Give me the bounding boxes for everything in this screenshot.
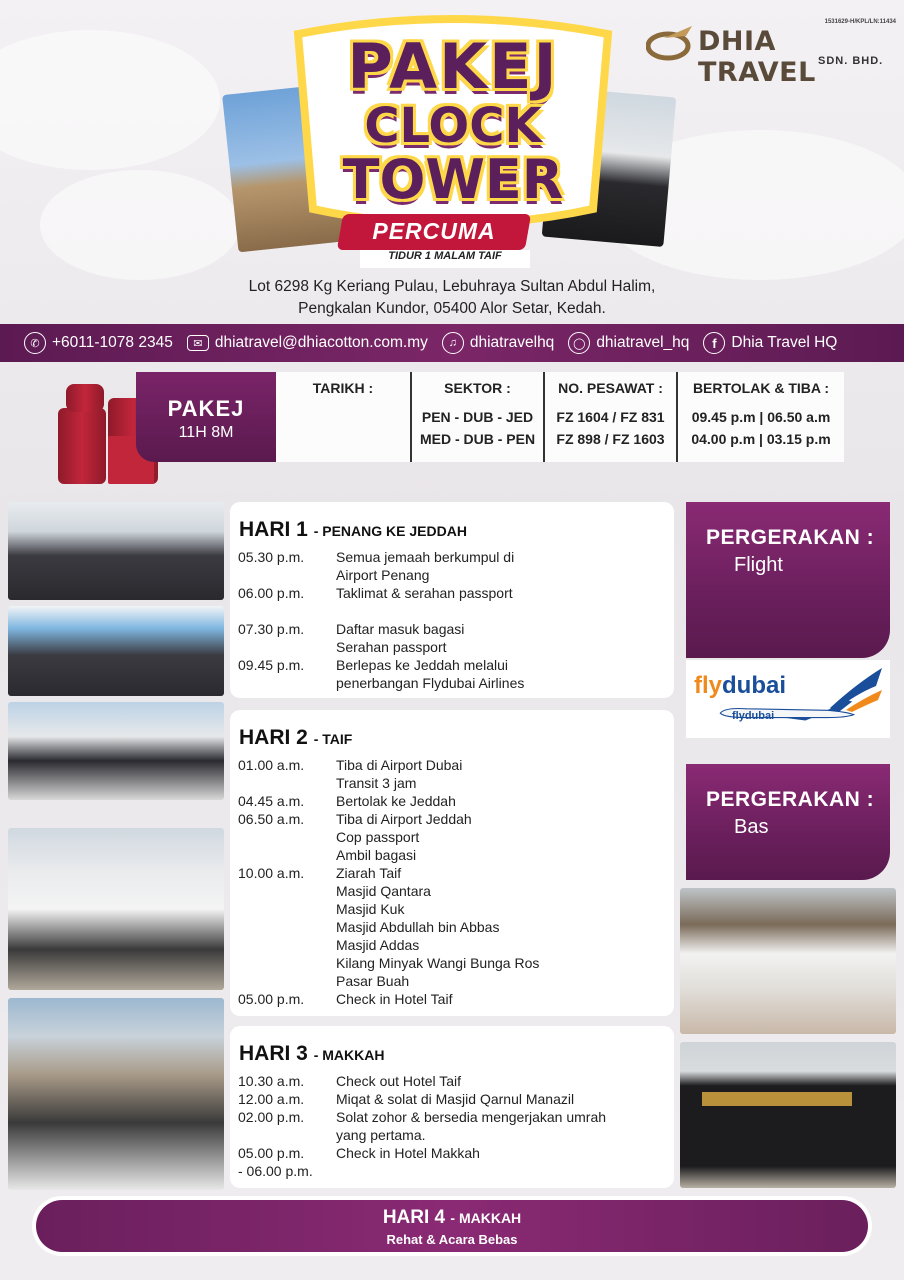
package-info-table <box>276 372 844 462</box>
day-title <box>239 518 674 542</box>
contact-bar <box>0 324 904 362</box>
info-value: PEN - DUB - JED <box>421 409 534 425</box>
instagram-text: dhiatravel_hq <box>596 334 690 351</box>
day-1-card <box>230 502 674 698</box>
address-line-2: Pengkalan Kundor, 05400 Alor Setar, Kedah. <box>298 300 606 317</box>
schedule-time: 05.00 p.m. <box>238 991 305 1007</box>
schedule-text: Pasar Buah <box>336 973 410 989</box>
contact-tiktok[interactable] <box>442 332 554 354</box>
schedule-time: 10.00 a.m. <box>238 865 305 881</box>
day-4-banner <box>32 1196 872 1256</box>
brand-subtitle: SDN. BHD. <box>818 55 884 67</box>
email-text: dhiatravel@dhiacotton.com.my <box>214 334 428 351</box>
schedule-time <box>238 566 336 584</box>
suitcase-icon <box>66 384 104 412</box>
schedule-row <box>238 972 674 990</box>
info-head: SEKTOR : <box>444 380 511 396</box>
day-subtitle: - TAIF <box>313 731 353 747</box>
schedule-row <box>238 1108 674 1126</box>
schedule-text: Taklimat & serahan passport <box>336 585 513 601</box>
info-head: TARIKH : <box>312 380 374 396</box>
contact-email[interactable] <box>187 334 428 352</box>
day-number: HARI 1 <box>239 518 308 541</box>
info-col-pesawat <box>543 372 676 462</box>
schedule-row <box>238 566 674 584</box>
schedule-list <box>238 756 674 1008</box>
info-col-sektor <box>410 372 543 462</box>
schedule-time <box>238 828 336 846</box>
schedule-row <box>238 602 674 620</box>
schedule-time: 05.00 p.m. <box>238 1145 305 1161</box>
address-line-1: Lot 6298 Kg Keriang Pulau, Lebuhraya Sultan Abdul Halim, <box>248 278 656 295</box>
schedule-text: Solat zohor & bersedia mengerjakan umrah <box>336 1109 607 1125</box>
schedule-row <box>238 846 674 864</box>
mail-icon: ✉ <box>187 335 209 351</box>
schedule-text: Check in Hotel Taif <box>336 991 453 1007</box>
instagram-icon: ◯ <box>568 332 590 354</box>
schedule-time <box>238 936 336 954</box>
package-duration: 11H 8M <box>178 424 234 441</box>
schedule-text: Airport Penang <box>336 567 430 583</box>
brand-logo <box>646 20 896 88</box>
schedule-text: Tiba di Airport Dubai <box>336 757 463 773</box>
photo-group-5 <box>8 998 224 1190</box>
schedule-time: 01.00 a.m. <box>238 757 305 773</box>
schedule-text: yang pertama. <box>336 1127 426 1143</box>
schedule-time <box>238 674 336 692</box>
schedule-text: Masjid Addas <box>336 937 420 953</box>
schedule-text: Check out Hotel Taif <box>336 1073 462 1089</box>
schedule-time <box>238 900 336 918</box>
day-number: HARI 4 <box>382 1207 446 1228</box>
schedule-row <box>238 864 674 882</box>
background-shape <box>40 170 240 280</box>
schedule-time <box>238 918 336 936</box>
contact-instagram[interactable] <box>568 332 689 354</box>
schedule-time: 09.45 p.m. <box>238 657 305 673</box>
info-value: 04.00 p.m | 03.15 p.m <box>691 431 831 447</box>
info-head: NO. PESAWAT : <box>558 380 663 396</box>
address <box>160 276 744 320</box>
photo-group-4 <box>8 828 224 990</box>
schedule-row <box>238 1126 674 1144</box>
schedule-time <box>238 954 336 972</box>
info-value: FZ 898 / FZ 1603 <box>556 431 665 447</box>
movement-value: Bas <box>734 816 769 838</box>
facebook-icon: f <box>703 332 725 354</box>
brand-name: DHIA TRAVEL <box>698 26 816 88</box>
schedule-text: Masjid Qantara <box>336 883 431 899</box>
flydubai-logo-dubai: dubai <box>722 672 787 699</box>
schedule-text: Ambil bagasi <box>336 847 417 863</box>
info-col-tarikh <box>276 372 410 462</box>
schedule-text: Check in Hotel Makkah <box>336 1145 480 1161</box>
flydubai-plane-text: flydubai <box>732 710 775 722</box>
schedule-row <box>238 1072 674 1090</box>
schedule-row <box>238 1162 674 1180</box>
kaaba-band <box>702 1092 852 1106</box>
movement-card-flight <box>686 502 890 658</box>
photo-pilgrims-haram <box>680 888 896 1034</box>
day-4-description: Rehat & Acara Bebas <box>386 1232 518 1247</box>
schedule-time: 05.30 p.m. <box>238 549 305 565</box>
schedule-row <box>238 620 674 638</box>
background-shape <box>0 30 220 170</box>
swoosh-icon <box>826 664 886 714</box>
package-tab <box>136 372 276 462</box>
schedule-text: Kilang Minyak Wangi Bunga Ros <box>336 955 540 971</box>
schedule-time: 06.00 p.m. <box>238 585 305 601</box>
flydubai-banner <box>686 660 890 738</box>
movement-title: PERGERAKAN : <box>706 526 875 549</box>
schedule-time: 10.30 a.m. <box>238 1073 305 1089</box>
schedule-row <box>238 638 674 656</box>
promo-text: PERCUMA <box>372 218 496 244</box>
flydubai-logo <box>694 672 786 700</box>
schedule-row <box>238 584 674 602</box>
photo-kaaba <box>680 1042 896 1188</box>
schedule-time: 02.00 p.m. <box>238 1109 305 1125</box>
photo-group-2 <box>8 606 224 696</box>
package-label: PAKEJ <box>167 396 245 421</box>
schedule-text: Cop passport <box>336 829 420 845</box>
day-2-card <box>230 710 674 1016</box>
title-line-pakej: PAKEJ <box>347 30 559 103</box>
schedule-row <box>238 774 674 792</box>
schedule-row <box>238 882 674 900</box>
schedule-text: Miqat & solat di Masjid Qarnul Manazil <box>336 1091 575 1107</box>
day-3-card <box>230 1026 674 1188</box>
schedule-list <box>238 548 674 692</box>
day-4-title <box>36 1207 868 1229</box>
schedule-text: Transit 3 jam <box>336 775 417 791</box>
info-value: FZ 1604 / FZ 831 <box>556 409 665 425</box>
schedule-row <box>238 936 674 954</box>
schedule-text: Ziarah Taif <box>336 865 402 881</box>
schedule-row <box>238 828 674 846</box>
day-number: HARI 3 <box>239 1042 308 1065</box>
schedule-time <box>238 972 336 990</box>
schedule-row <box>238 810 674 828</box>
schedule-text: Masjid Abdullah bin Abbas <box>336 919 500 935</box>
schedule-time <box>238 638 336 656</box>
schedule-time: 06.50 a.m. <box>238 811 305 827</box>
schedule-row <box>238 918 674 936</box>
schedule-row <box>238 656 674 674</box>
schedule-text: Tiba di Airport Jeddah <box>336 811 472 827</box>
info-head: BERTOLAK & TIBA : <box>692 380 830 396</box>
dhia-travel-logo-icon <box>646 24 696 64</box>
schedule-time <box>238 846 336 864</box>
tiktok-icon: ♫ <box>442 332 464 354</box>
flydubai-logo-fly: fly <box>694 672 723 699</box>
schedule-row <box>238 954 674 972</box>
schedule-row <box>238 756 674 774</box>
schedule-text: Daftar masuk bagasi <box>336 621 465 637</box>
schedule-row <box>238 990 674 1008</box>
schedule-row <box>238 674 674 692</box>
schedule-time <box>238 1126 336 1144</box>
promo-subtitle: TIDUR 1 MALAM TAIF <box>360 250 530 268</box>
day-4-inner <box>36 1200 868 1252</box>
schedule-time <box>238 774 336 792</box>
movement-card-bus <box>686 764 890 880</box>
schedule-time: 12.00 a.m. <box>238 1091 305 1107</box>
schedule-time <box>238 602 336 620</box>
schedule-row <box>238 1090 674 1108</box>
day-number: HARI 2 <box>239 726 308 749</box>
contact-facebook[interactable] <box>703 332 837 354</box>
phone-text: +6011-1078 2345 <box>52 334 173 351</box>
day-subtitle: - PENANG KE JEDDAH <box>313 523 467 539</box>
phone-icon: ✆ <box>24 332 46 354</box>
schedule-row <box>238 900 674 918</box>
schedule-time <box>238 882 336 900</box>
schedule-text: Berlepas ke Jeddah melalui <box>336 657 508 673</box>
schedule-row <box>238 792 674 810</box>
tiktok-text: dhiatravelhq <box>469 334 555 351</box>
license-number: 1531629-H/KPL/LN:11434 <box>824 19 896 25</box>
schedule-text: penerbangan Flydubai Airlines <box>336 675 525 691</box>
info-col-bertolak <box>676 372 844 462</box>
day-title <box>239 1042 674 1066</box>
schedule-text: Bertolak ke Jeddah <box>336 793 456 809</box>
schedule-text: Masjid Kuk <box>336 901 405 917</box>
info-value: MED - DUB - PEN <box>419 431 536 447</box>
schedule-row <box>238 548 674 566</box>
suitcase-icon <box>58 408 106 484</box>
day-subtitle: - MAKKAH <box>450 1210 522 1226</box>
movement-value: Flight <box>734 554 783 576</box>
contact-phone[interactable] <box>24 332 173 354</box>
schedule-text: Serahan passport <box>336 639 447 655</box>
day-title <box>239 726 674 750</box>
schedule-time: 07.30 p.m. <box>238 621 305 637</box>
info-value: 09.45 p.m | 06.50 a.m <box>691 409 831 425</box>
schedule-time: - 06.00 p.m. <box>238 1163 313 1179</box>
day-subtitle: - MAKKAH <box>313 1047 385 1063</box>
schedule-list <box>238 1072 674 1180</box>
schedule-text: Semua jemaah berkumpul di <box>336 549 515 565</box>
title-line-tower: TOWER <box>342 148 564 211</box>
schedule-time: 04.45 a.m. <box>238 793 305 809</box>
photo-group-3 <box>8 702 224 800</box>
facebook-text: Dhia Travel HQ <box>731 334 838 351</box>
title-badge <box>288 14 618 234</box>
schedule-row <box>238 1144 674 1162</box>
photo-group-1 <box>8 502 224 600</box>
movement-title: PERGERAKAN : <box>706 788 875 811</box>
title-line-clock: CLOCK <box>364 98 542 154</box>
